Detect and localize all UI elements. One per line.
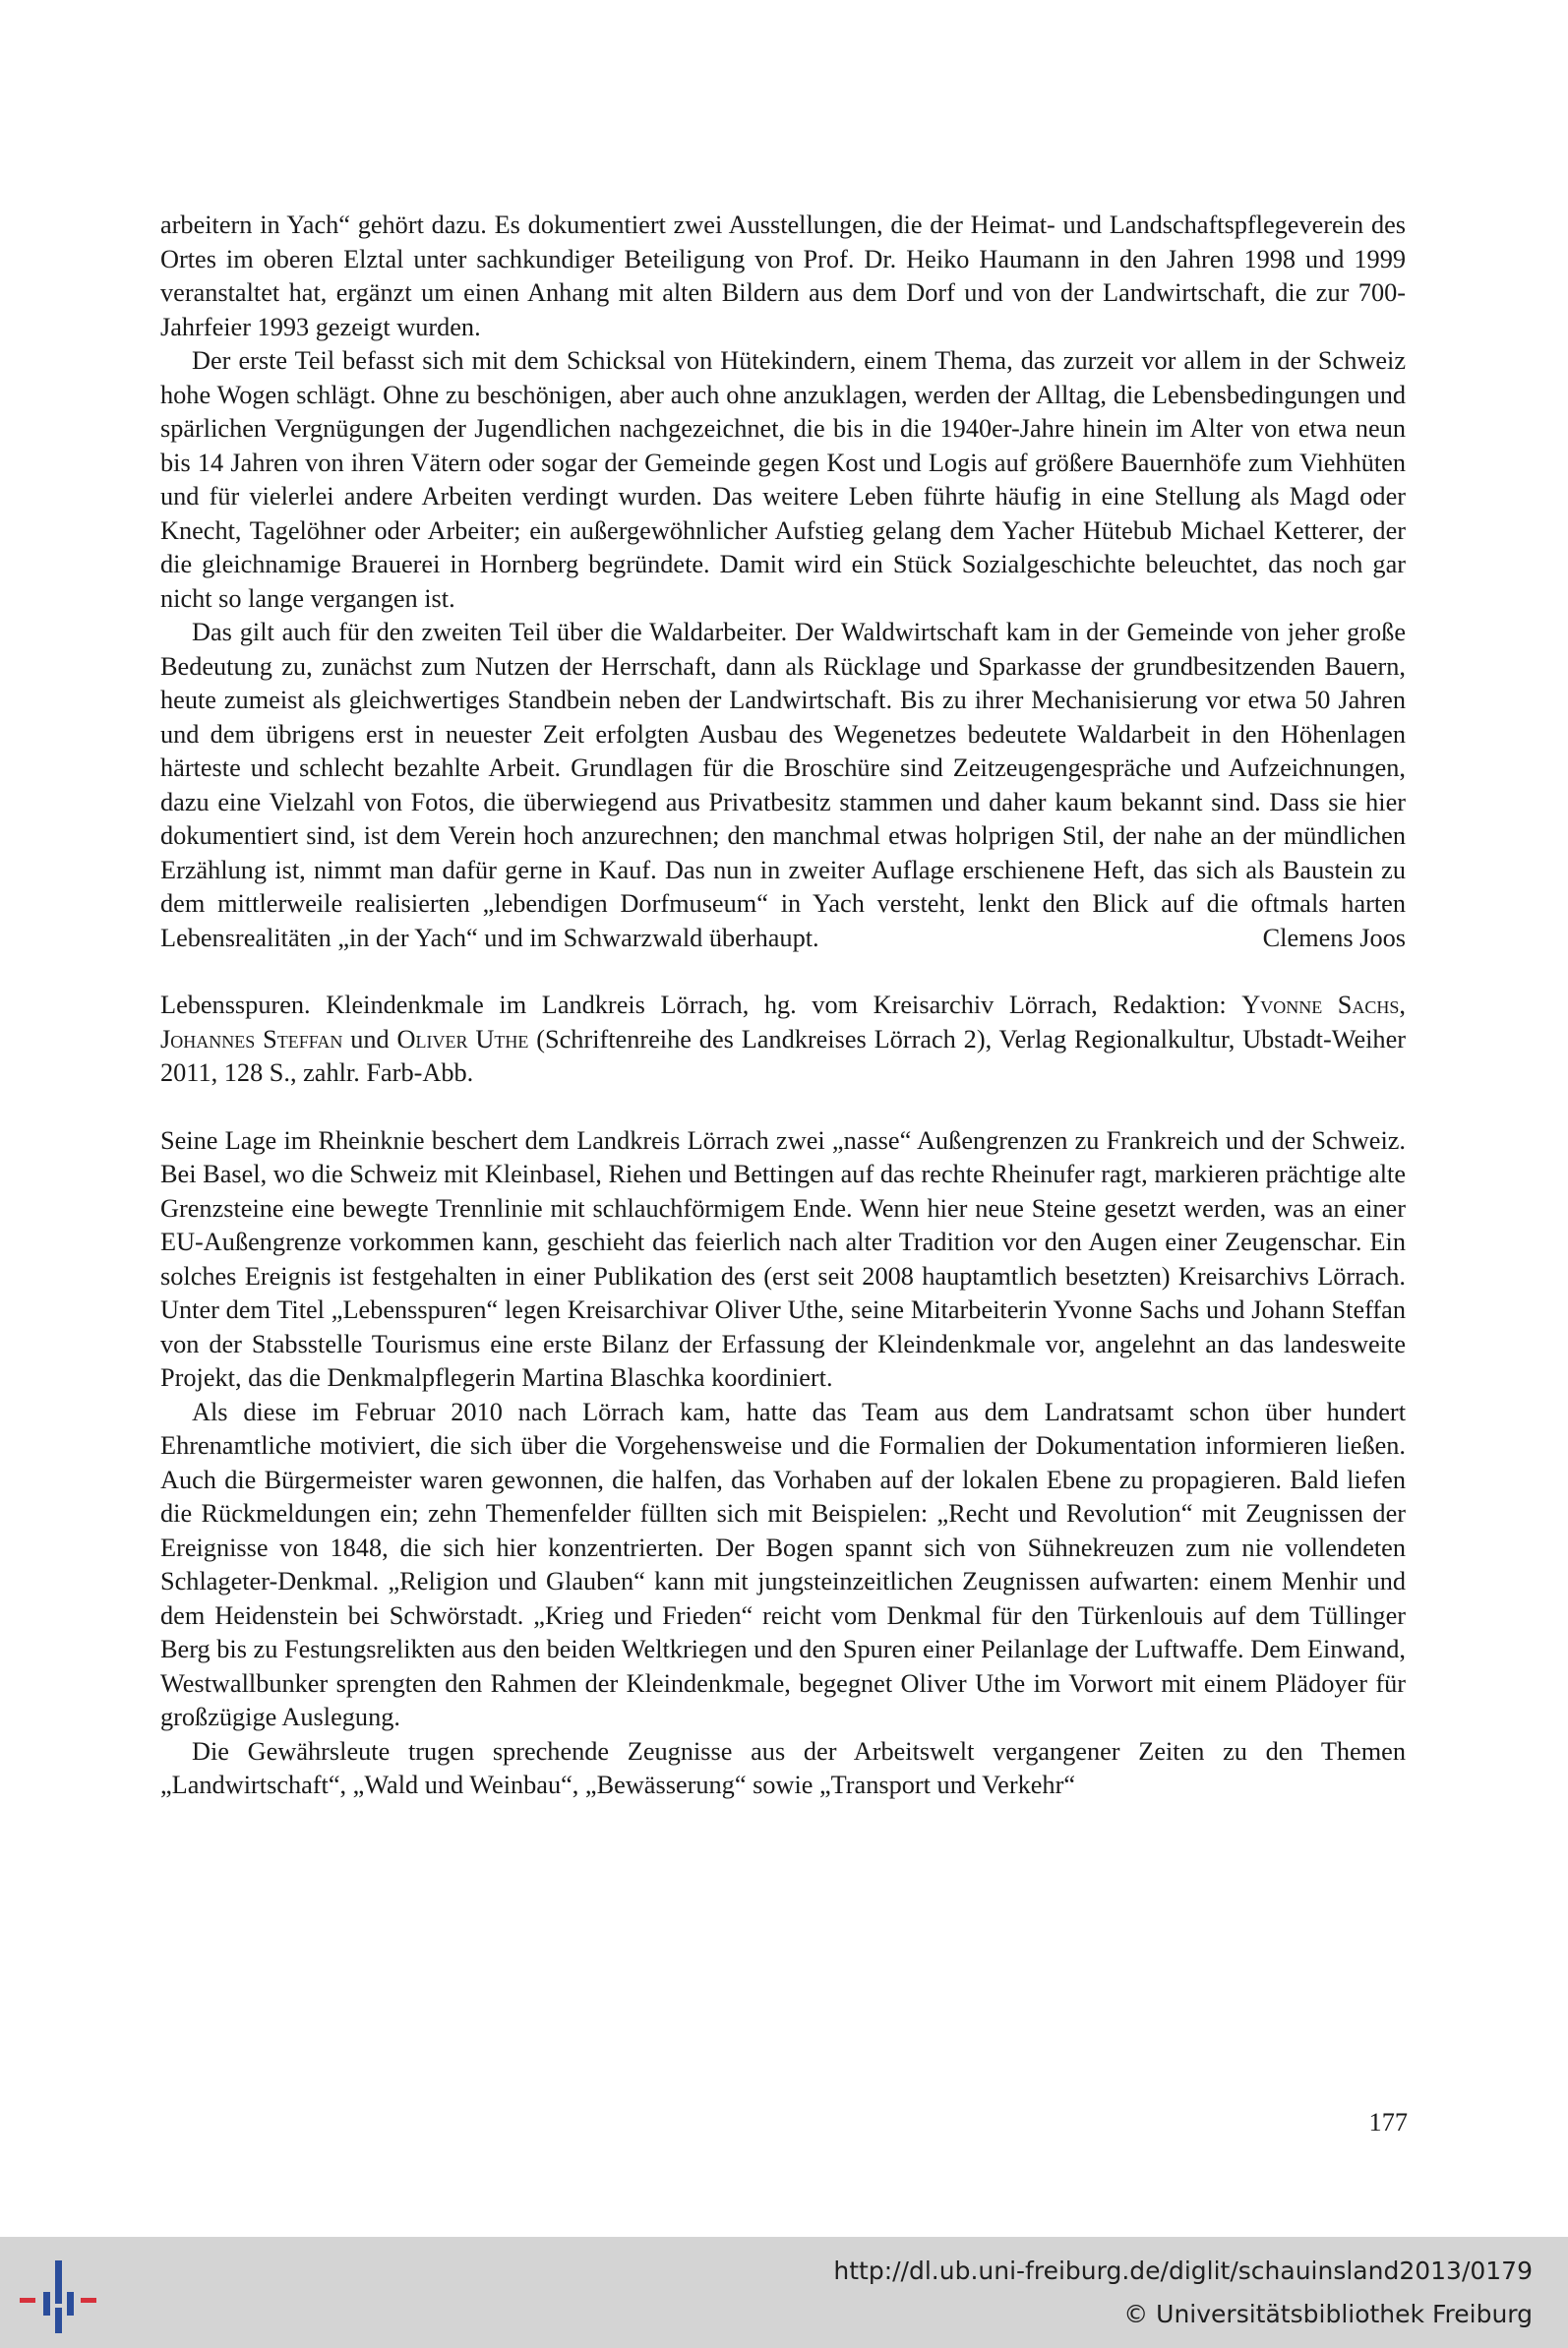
bibliography-entry: [160, 989, 1406, 1091]
bib-sep-1: ,: [1399, 991, 1406, 1019]
page-body: [160, 209, 1406, 1803]
review1-paragraph-3-text: Das gilt auch für den zweiten Teil über die Waldarbeiter. Der Waldwirtschaft kam in der Gemeinde von jeher große Bedeutung zu, zunächst zum Nutzen der Herrschaft, dann als Rücklage und Sparkasse der grundbesitzenden Bauern, heute zumeist als gleichwertiges Standbein neben der Landwirtschaft. Bis zu ihrer Mechanisierung vor etwa 50 Jahren und dem übrigens erst in neuester Zeit erfolgten Ausbau des Wegenetzes bedeutete Waldarbeit in den Höhenlagen härteste und schlecht bezahlte Arbeit. Grundlagen für die Broschüre sind Zeitzeugengespräche und Aufzeichnungen, dazu eine Vielzahl von Fotos, die überwiegend aus Privatbesitz stammen und daher kaum bekannt sind. Dass sie hier dokumentiert sind, ist dem Verein hoch anzurechnen; den manchmal etwas holprigen Stil, der nahe an der mündlichen Erzählung ist, nimmt man dafür gerne in Kauf. Das nun in zweiter Auflage erschienene Heft, das sich als Baustein zu dem mittlerweile realisierten „lebendigen Dorfmuseum“ in Yach versteht, lenkt den Blick auf die oftmals harten Lebensrealitäten „in der Yach“ und im Schwarzwald überhaupt.: [160, 618, 1406, 952]
review1-paragraph-1: arbeitern in Yach“ gehört dazu. Es dokumentiert zwei Ausstellungen, die der Heimat- und Landschaftspflegeverein des Ortes im oberen Elztal unter sachkundiger Beteiligung von Prof. Dr. Heiko Haumann in den Jahren 1998 und 1999 veranstaltet hat, ergänzt um einen Anhang mit alten Bildern aus dem Dorf und von der Landwirtschaft, die zur 700-Jahrfeier 1993 gezeigt wurden.: [160, 211, 1406, 341]
review2-paragraph-1: Seine Lage im Rheinknie beschert dem Landkreis Lörrach zwei „nasse“ Außengrenzen zu Frankreich und der Schweiz. Bei Basel, wo die Schweiz mit Kleinbasel, Riehen und Bettingen auf das rechte Rheinufer ragt, markieren prächtige alte Grenzsteine eine bewegte Trennlinie mit schlauchförmigem Ende. Wenn hier neue Steine gesetzt werden, was an einer EU-Außengrenze vorkommen kann, geschieht das feierlich nach alter Tradition vor den Augen einer Zeugenschar. Ein solches Ereignis ist festgehalten in einer Publikation des (erst seit 2008 hauptamtlich besetzten) Kreisarchivs Lörrach. Unter dem Titel „Lebensspuren“ legen Kreisarchivar Oliver Uthe, seine Mitarbeiterin Yvonne Sachs und Johann Steffan von der Stabsstelle Tourismus eine erste Bilanz der Erfassung der Kleindenkmale vor, angelehnt an das landesweite Projekt, das die Denkmalpflegerin Martina Blaschka koordiniert.: [160, 1125, 1406, 1392]
bib-sep-2: und: [342, 1024, 397, 1054]
review1-paragraph-3: [160, 616, 1406, 955]
page-number: 177: [1368, 2108, 1408, 2137]
ub-freiburg-logo-icon[interactable]: [16, 2258, 104, 2337]
bib-lead: Lebensspuren. Kleindenkmale im Landkreis Lörrach, hg. vom Kreisarchiv Lörrach, Redaktion:: [160, 991, 1242, 1019]
review2-paragraph-3: Die Gewährsleute trugen sprechende Zeugnisse aus der Arbeitswelt vergangener Zeiten zu den Themen „Landwirtschaft“, „Wald und Weinbau“, „Bewässerung“ sowie „Transport und Verkehr“: [160, 1736, 1406, 1799]
footer-url-link[interactable]: http://dl.ub.uni-freiburg.de/diglit/schauinsland2013/0179: [833, 2257, 1533, 2285]
reviewer-name: Clemens Joos: [1262, 923, 1406, 952]
bib-author-3: Oliver Uthe: [396, 1024, 529, 1054]
bib-tail: (Schriftenreihe des Landkreises Lörrach 2), Verlag Regionalkultur, Ubstadt-Weiher 2011, 128 S., zahlr. Farb-Abb.: [160, 1024, 1406, 1087]
footer-bar: [0, 2237, 1568, 2348]
footer-copyright: © Universitätsbibliothek Freiburg: [1123, 2300, 1533, 2328]
review2-paragraph-2: Als diese im Februar 2010 nach Lörrach kam, hatte das Team aus dem Landratsamt schon über hundert Ehrenamtliche motiviert, die sich über die Vorgehensweise und die Formalien der Dokumentation informieren ließen. Auch die Bürgermeister waren gewonnen, die halfen, das Vorhaben auf der lokalen Ebene zu propagieren. Bald liefen die Rückmeldungen ein; zehn Themenfelder füllten sich mit Beispielen: „Recht und Revolution“ mit Zeugnissen der Ereignisse von 1848, die sich hier konzentrierten. Der Bogen spannt sich von Sühnekreuzen zum nie vollendeten Schlageter-Denkmal. „Religion und Glauben“ kann mit jungsteinzeitlichen Zeugnissen aufwarten: einem Menhir und dem Heidenstein bei Schwörstadt. „Krieg und Frieden“ reicht vom Denkmal für den Türkenlouis auf dem Tüllinger Berg bis zu Festungsrelikten aus den beiden Weltkriegen und den Spuren einer Peilanlage der Luftwaffe. Dem Einwand, Westwallbunker sprengten den Rahmen der Kleindenkmale, begegnet Oliver Uthe im Vorwort mit einem Plädoyer für großzügige Auslegung.: [160, 1397, 1406, 1731]
review1-paragraph-2: Der erste Teil befasst sich mit dem Schicksal von Hütekindern, einem Thema, das zurzeit vor allem in der Schweiz hohe Wogen schlägt. Ohne zu beschönigen, aber auch ohne anzuklagen, werden der Alltag, die Lebensbedingungen und spärlichen Vergnügungen der Jugendlichen nachgezeichnet, die bis in die 1940er-Jahre hinein im Alter von etwa neun bis 14 Jahren von ihren Vätern oder sogar der Gemeinde gegen Kost und Logis auf größere Bauernhöfe zum Viehhüten und für vielerlei andere Arbeiten verdingt wurden. Das weitere Leben führte häufig in eine Stellung als Magd oder Knecht, Tagelöhner oder Arbeiter; ein außergewöhnlicher Aufstieg gelang dem Yacher Hütebub Michael Ketterer, der die gleichnamige Brauerei in Hornberg begründete. Damit wird ein Stück Sozialgeschichte beleuchtet, das noch gar nicht so lange vergangen ist.: [160, 346, 1406, 613]
bib-author-1: Yvonne Sachs: [1241, 991, 1400, 1019]
bib-author-2: Johannes Steffan: [160, 1024, 343, 1054]
